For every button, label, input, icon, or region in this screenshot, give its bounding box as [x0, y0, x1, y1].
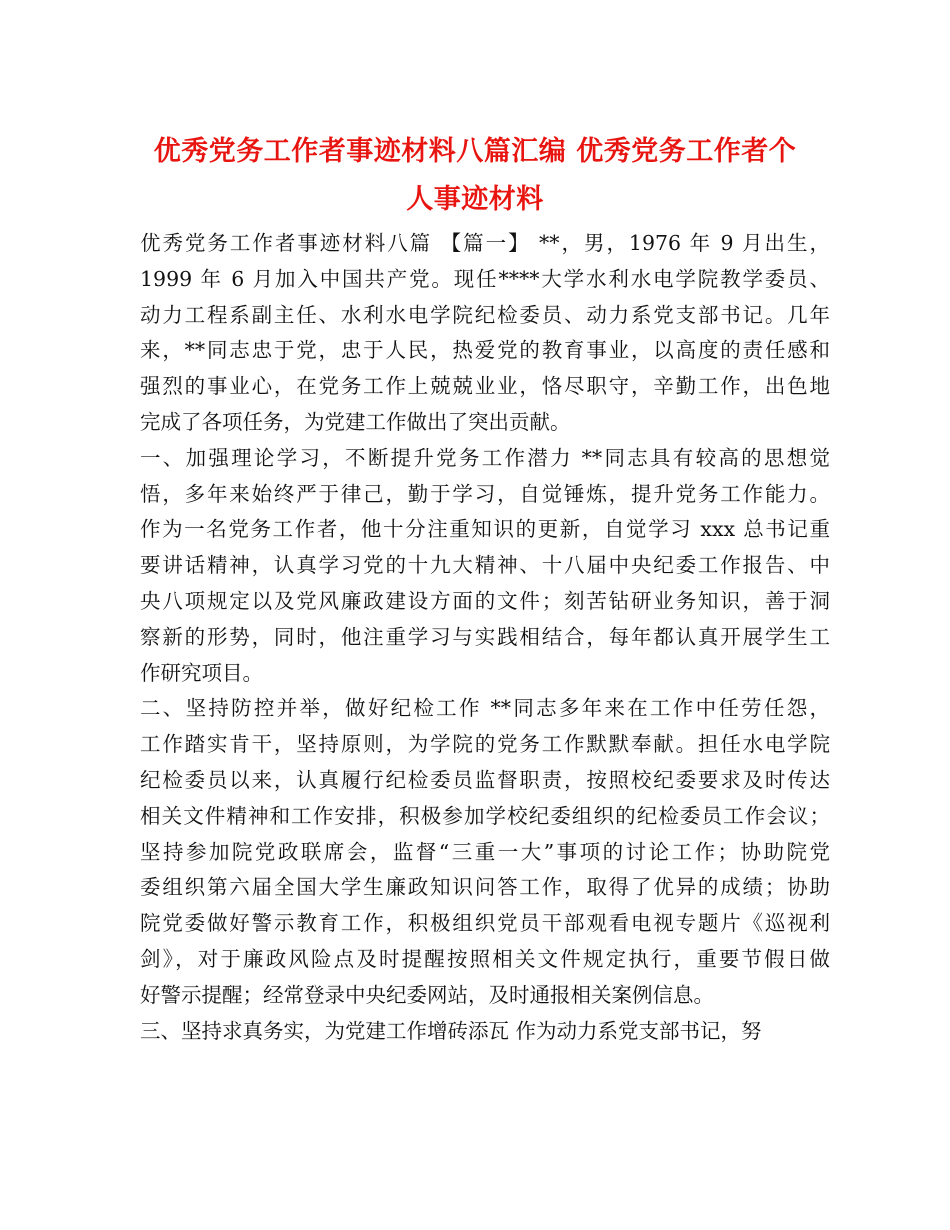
title-line: 人事迹材料: [406, 184, 544, 215]
body-line: 完成了各项任务，为党建工作做出了突出贡献。: [140, 409, 571, 434]
title-line: 优秀党务工作者事迹材料八篇汇编 优秀党务工作者个: [153, 136, 797, 167]
body-line: 来，**同志忠于党，忠于人民，热爱党的教育事业，以高度的责任感和: [140, 338, 830, 363]
body-line: 悟，多年来始终严于律己，勤于学习，自觉锤炼，提升党务工作能力。: [140, 481, 830, 506]
body-line: 优秀党务工作者事迹材料八篇 【篇一】 **，男，1976 年 9 月出生，: [140, 231, 830, 255]
body-line: 剑》，对于廉政风险点及时提醒按照相关文件规定执行，重要节假日做: [140, 946, 830, 971]
body-line: 二、坚持防控并举，做好纪检工作 **同志多年来在工作中任劳任怨，: [140, 696, 830, 721]
body-line: 强烈的事业心，在党务工作上兢兢业业，恪尽职守，辛勤工作，出色地: [140, 374, 830, 399]
body-line: 好警示提醒；经常登录中央纪委网站，及时通报相关案例信息。: [140, 982, 714, 1007]
body-line: 一、加强理论学习，不断提升党务工作潜力 **同志具有较高的思想觉: [140, 445, 830, 470]
body-line: 1999 年 6 月加入中国共产党。现任****大学水利水电学院教学委员、: [140, 266, 830, 291]
body-line: 院党委做好警示教育工作，积极组织党员干部观看电视专题片《巡视利: [140, 911, 830, 936]
body-line: 工作踏实肯干，坚持原则，为学院的党务工作默默奉献。担任水电学院: [140, 732, 830, 757]
body-line: 委组织第六届全国大学生廉政知识问答工作，取得了优异的成绩；协助: [140, 875, 830, 900]
body-line: 察新的形势，同时，他注重学习与实践相结合，每年都认真开展学生工: [140, 624, 830, 649]
body-line: 作为一名党务工作者，他十分注重知识的更新，自觉学习 xxx 总书记重: [140, 517, 830, 542]
document-title: [120, 128, 830, 224]
body-line: 纪检委员以来，认真履行纪检委员监督职责，按照校纪委要求及时传达: [140, 767, 830, 792]
body-line: 作研究项目。: [140, 660, 263, 685]
body-line: 动力工程系副主任、水利水电学院纪检委员、动力系党支部书记。几年: [140, 302, 830, 327]
body-line: 央八项规定以及党风廉政建设方面的文件；刻苦钻研业务知识，善于洞: [140, 588, 830, 613]
body-line: 相关文件精神和工作安排，积极参加学校纪委组织的纪检委员工作会议；: [140, 803, 830, 828]
body-line: 三、坚持求真务实，为党建工作增砖添瓦 作为动力系党支部书记，努: [140, 1018, 762, 1043]
document-body: [140, 226, 830, 1049]
body-line: 要讲话精神，认真学习党的十九大精神、十八届中央纪委工作报告、中: [140, 553, 830, 578]
body-line: 坚持参加院党政联席会，监督“三重一大”事项的讨论工作；协助院党: [140, 839, 830, 864]
